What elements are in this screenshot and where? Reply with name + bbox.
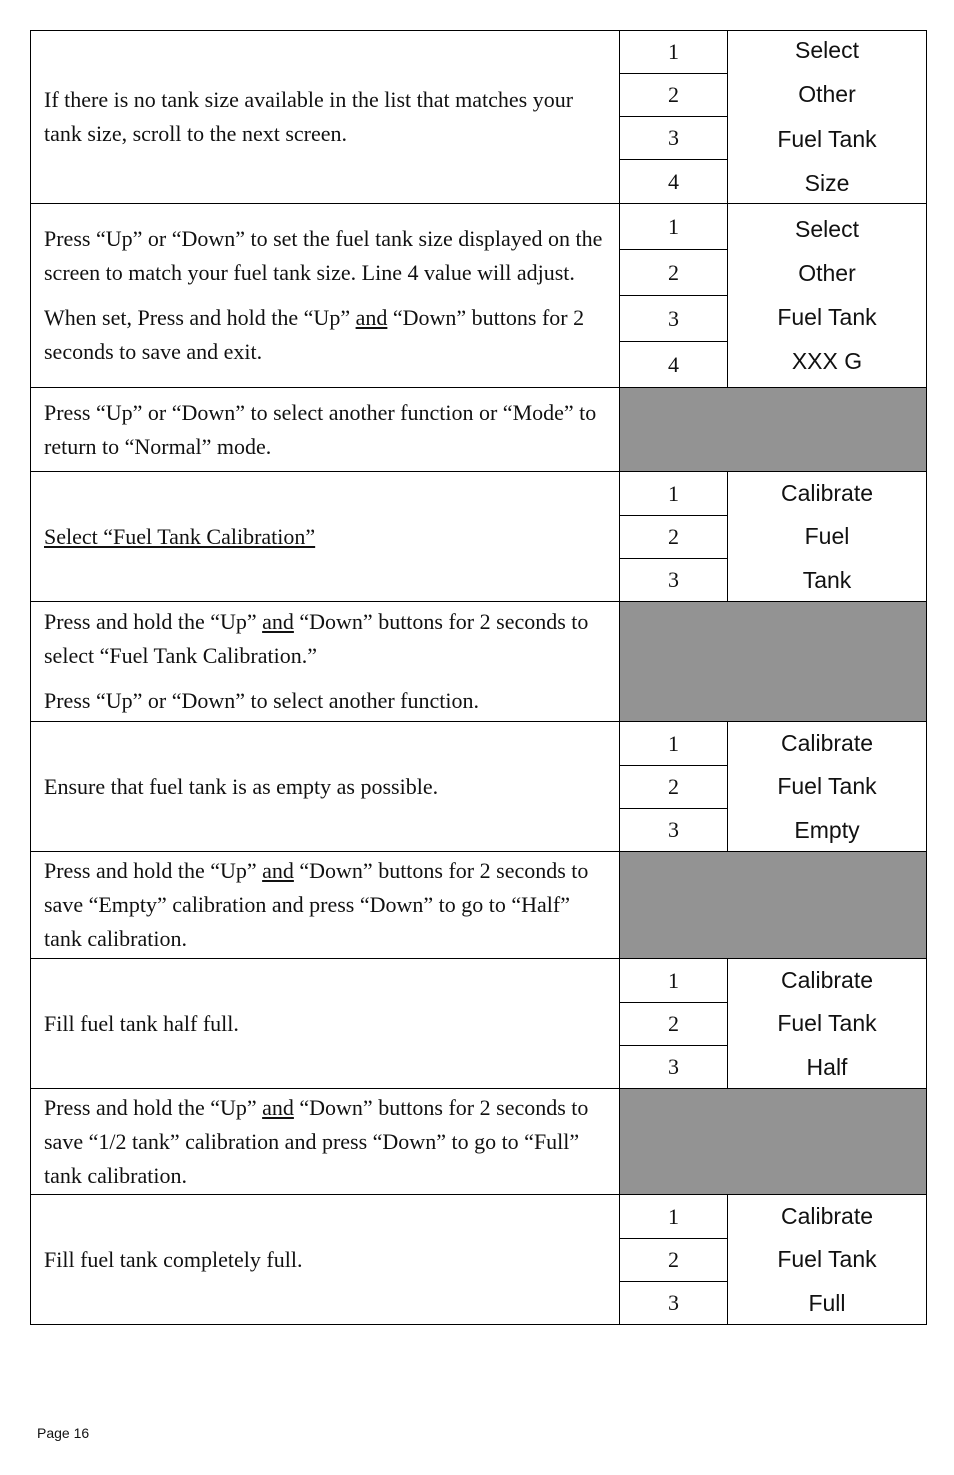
display-screen (728, 722, 927, 852)
display-line-number: 2 (620, 250, 728, 296)
step-instruction: Ensure that fuel tank is as empty as possible. (31, 722, 620, 852)
display-text: Fuel (804, 523, 850, 549)
step-instruction: Fill fuel tank completely full. (31, 1195, 620, 1325)
display-text: Tank (802, 566, 852, 593)
display-line-number: 1 (620, 1195, 728, 1239)
display-text: Fuel Tank (777, 1010, 877, 1036)
step-row (31, 1195, 927, 1239)
display-text: Other (798, 81, 856, 108)
display-line-number: 1 (620, 31, 728, 74)
display-screen (728, 1195, 927, 1325)
step-instruction: Select “Fuel Tank Calibration” (31, 472, 620, 602)
display-line-number: 1 (620, 722, 728, 766)
display-line-number: 2 (620, 74, 728, 117)
display-line-number: 3 (620, 559, 728, 602)
step-instruction: Press “Up” or “Down” to select another function or “Mode” to return to “Normal” mode. (31, 388, 620, 472)
display-text: Fuel Tank (777, 304, 877, 331)
step-instruction: If there is no tank size available in the list that matches your tank size, scroll to the next screen. (31, 31, 620, 204)
display-line-number: 3 (620, 809, 728, 852)
display-text: Calibrate (780, 966, 874, 993)
display-text: Other (798, 259, 856, 286)
page-number: Page 16 (37, 1425, 90, 1441)
display-text: Size (804, 169, 850, 196)
display-text: Half (806, 1053, 848, 1080)
display-screen (728, 959, 927, 1089)
step-instruction: Press and hold the “Up” and “Down” buttons for 2 seconds to select “Fuel Tank Calibration.” Press “Up” or “Down” to select another function. (31, 602, 620, 722)
display-screen (728, 31, 927, 204)
display-text: XXX G (791, 348, 863, 375)
step-row (31, 204, 927, 250)
display-text: Select (795, 37, 859, 63)
step-row (31, 1089, 927, 1195)
display-line-number: 2 (620, 1003, 728, 1046)
display-line-number: 4 (620, 160, 728, 204)
display-text: Fuel Tank (777, 773, 877, 799)
display-line-number: 3 (620, 117, 728, 160)
display-placeholder (620, 602, 927, 722)
step-row (31, 852, 927, 959)
display-screen (728, 472, 927, 602)
step-row (31, 388, 927, 472)
display-line-number: 2 (620, 1239, 728, 1282)
display-placeholder (620, 388, 927, 472)
display-text: Fuel Tank (777, 125, 877, 152)
display-line-number: 1 (620, 204, 728, 250)
step-instruction: Press and hold the “Up” and “Down” buttons for 2 seconds to save “Empty” calibration and press “Down” to go to “Half” tank calibration. (31, 852, 620, 959)
display-screen (728, 204, 927, 388)
step-row (31, 959, 927, 1003)
display-line-number: 1 (620, 472, 728, 516)
step-row (31, 602, 927, 722)
display-line-number: 4 (620, 342, 728, 388)
display-line-number: 2 (620, 766, 728, 809)
display-text: Fuel Tank (777, 1246, 877, 1272)
display-line-number: 3 (620, 296, 728, 342)
calibration-steps-table (30, 30, 927, 1325)
display-placeholder (620, 852, 927, 959)
step-row (31, 31, 927, 74)
display-placeholder (620, 1089, 927, 1195)
display-line-number: 1 (620, 959, 728, 1003)
step-instruction: Press and hold the “Up” and “Down” buttons for 2 seconds to save “1/2 tank” calibration and press “Down” to go to “Full” tank calibration. (31, 1089, 620, 1195)
display-text: Calibrate (780, 729, 874, 756)
step-instruction: Press “Up” or “Down” to set the fuel tank size displayed on the screen to match your fuel tank size. Line 4 value will adjust. When set, Press and hold the “Up” and “Down” buttons for 2 seconds to save and exit. (31, 204, 620, 388)
display-text: Empty (794, 816, 860, 843)
step-instruction: Fill fuel tank half full. (31, 959, 620, 1089)
display-text: Full (808, 1289, 846, 1316)
display-line-number: 2 (620, 516, 728, 559)
step-row (31, 722, 927, 766)
display-line-number: 3 (620, 1282, 728, 1325)
display-line-number: 3 (620, 1046, 728, 1089)
display-text: Calibrate (780, 1202, 874, 1229)
display-text: Calibrate (780, 479, 874, 506)
step-row (31, 472, 927, 516)
display-text: Select (795, 215, 859, 242)
